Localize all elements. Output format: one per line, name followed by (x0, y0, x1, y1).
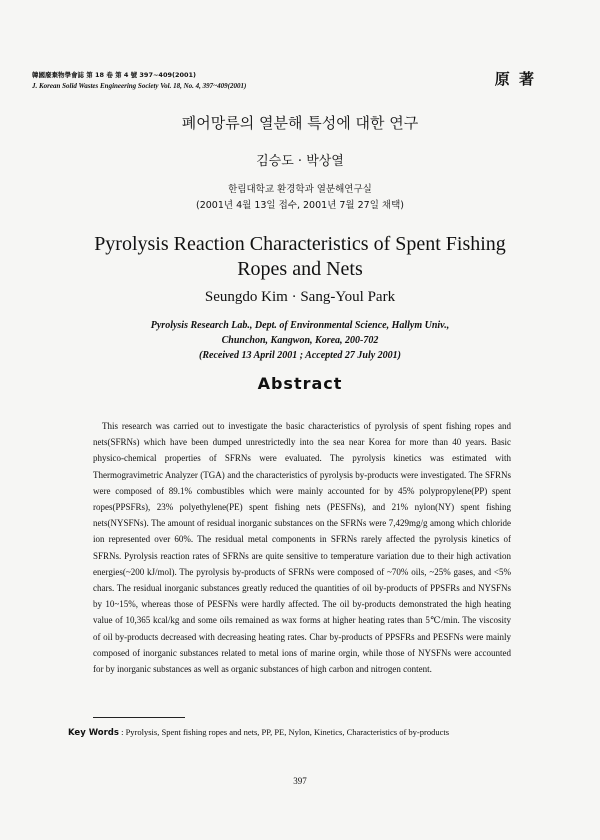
english-affiliation-line1: Pyrolysis Research Lab., Dept. of Environmental Science, Hallym Univ., (150, 320, 450, 331)
keywords-text: : Pyrolysis, Spent fishing ropes and nets, PP, PE, Nylon, Kinetics, Characteristics of by-products (118, 727, 450, 737)
english-affiliation-block (0, 318, 600, 363)
korean-dates: (2001년 4월 13일 접수, 2001년 7월 27일 채택) (196, 200, 404, 211)
article-type-badge: 原 著 (494, 70, 536, 88)
journal-line-english: J. Korean Solid Wastes Engineering Society Vol. 18, No. 4, 397~409(2001) (32, 82, 247, 90)
keywords-label: Key Words (68, 728, 119, 738)
korean-authors: 김승도 · 박상열 (256, 154, 344, 169)
english-title-line2: Ropes and Nets (237, 258, 363, 280)
korean-affiliation: 한림대학교 환경학과 열분해연구실 (228, 184, 372, 195)
english-dates: (Received 13 April 2001 ; Accepted 27 July 2001) (199, 350, 401, 361)
abstract-body: This research was carried out to investigate the basic characteristics of pyrolysis of spent fishing ropes and nets(SFRNs) which have been dumped unrestrictedly into the sea near Korea for more than 40 years. Basic physico-chemical properties of SFRNs were evaluated. The pyrolysis kinetics was estimated with Thermogravimetric Analyzer (TGA) and the characteristics of pyrolysis by-products were investigated. The SFRNs were composed of 89.1% combustibles which were mainly accounted for by 45% polypropylene(PP) spent ropes(PPSFRs), 23% polyethylene(PE) spent fishing nets (PESFNs), and 21% nylon(NY) spent fishing nets(NYSFNs). The amount of residual inorganic substances on the SFRNs were 7,429mg/g among which chloride ion represented over 60%. The residual metal components in SFRNs rarely affected the pyrolysis kinetics of SFRNs. Pyrolysis reaction rates of SFRNs are quite sensitive to temperature variation due to their high activation energies(~200 kJ/mol). The pyrolysis by-products of SFRNs were composed of ~70% oils, ~25% gases, and <5% chars. The residual inorganic substances greatly reduced the quantities of oil by-products of PPSFRs and NYSFNs by 10~15%, whereas those of PESFNs were hardly affected. The oil by-products demonstrated the high heating value of 10,365 kcal/kg and some oils remained as wax forms at higher heating rates than 5℃/min. The viscosity of oil by-products decreased with decreasing heating rates. Char by-products of PPSFRs and PESFNs were mainly composed of inorganic substances related to metal ions of marine orgin, while those of NYSFNs were accounted for by inorganic substances as well as organic substances of high carbon and nitrogen content. (93, 421, 511, 675)
journal-line-korean: 韓國廢棄物學會誌 第 18 卷 第 4 號 397~409(2001) (32, 71, 197, 79)
english-title-line1: Pyrolysis Reaction Characteristics of Spent Fishing (94, 233, 506, 255)
abstract-heading: Abstract (257, 374, 343, 393)
keywords-rule (93, 717, 185, 718)
journal-header (32, 70, 246, 92)
page-number: 397 (293, 776, 307, 786)
english-affiliation-line2: Chunchon, Kangwon, Korea, 200-702 (221, 335, 379, 346)
keywords (68, 726, 538, 739)
english-title (0, 232, 600, 282)
english-authors: Seungdo Kim · Sang-Youl Park (204, 289, 396, 305)
korean-title: 폐어망류의 열분해 특성에 대한 연구 (181, 114, 419, 132)
korean-affiliation-block (0, 182, 600, 214)
